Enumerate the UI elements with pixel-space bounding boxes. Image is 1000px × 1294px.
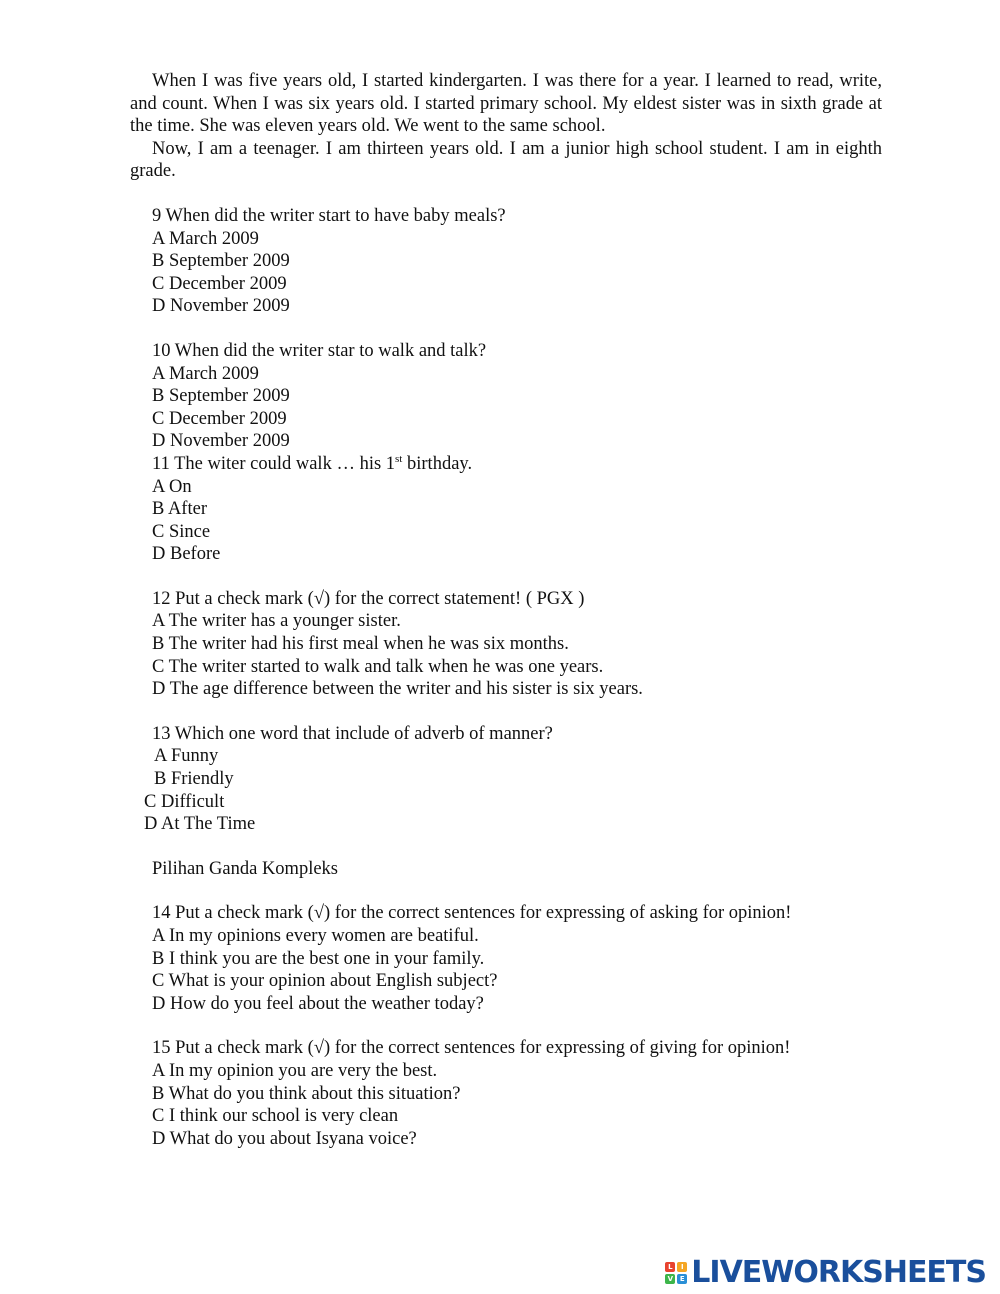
option-c[interactable]: C Difficult — [144, 791, 225, 812]
option-c[interactable]: C December 2009 — [152, 273, 287, 294]
option-a[interactable]: A On — [152, 476, 192, 497]
question-text: 12 Put a check mark (√) for the correct statement! ( PGX ) — [152, 588, 585, 609]
option-c[interactable]: C The writer started to walk and talk when he was one years. — [152, 656, 604, 677]
question-text: 15 Put a check mark (√) for the correct sentences for expressing of giving for opinion! — [152, 1038, 791, 1059]
option-b[interactable]: B September 2009 — [152, 386, 290, 407]
question-13 — [130, 723, 882, 836]
question-text: 9 When did the writer start to have baby meals? — [152, 205, 506, 226]
option-d[interactable]: D What do you about Isyana voice? — [152, 1128, 417, 1149]
option-b[interactable]: B The writer had his first meal when he was six months. — [152, 634, 569, 655]
section-heading — [130, 858, 882, 881]
option-a[interactable]: A The writer has a younger sister. — [152, 611, 401, 632]
worksheet-page — [130, 70, 882, 1150]
question-14 — [130, 902, 882, 1015]
question-text: 13 Which one word that include of adverb of manner? — [152, 723, 553, 744]
logo-mark-v: V — [665, 1274, 675, 1284]
logo-text: LIVEWORKSHEETS — [691, 1255, 986, 1290]
question-text: 10 When did the writer star to walk and talk? — [152, 340, 487, 361]
question-text-main: 11 The witer could walk … his 1 — [152, 453, 396, 474]
option-a[interactable]: A In my opinion you are very the best. — [152, 1060, 438, 1081]
question-10 — [130, 340, 882, 453]
option-b[interactable]: B After — [152, 499, 207, 520]
question-11 — [130, 453, 882, 566]
question-12 — [130, 588, 882, 701]
question-text: 14 Put a check mark (√) for the correct sentences for expressing of asking for opinion! — [152, 903, 792, 924]
option-a[interactable]: A Funny — [154, 746, 219, 767]
ordinal-suffix: st — [395, 452, 403, 465]
liveworksheets-logo[interactable] — [665, 1255, 986, 1290]
logo-mark-i: I — [677, 1262, 687, 1272]
option-d[interactable]: D November 2009 — [152, 431, 290, 452]
option-b[interactable]: B I think you are the best one in your family. — [152, 948, 485, 969]
option-a[interactable]: A March 2009 — [152, 228, 259, 249]
logo-mark-l: L — [665, 1262, 675, 1272]
option-b[interactable]: B September 2009 — [152, 251, 290, 272]
option-d[interactable]: D November 2009 — [152, 296, 290, 317]
option-a[interactable]: A In my opinions every women are beatiful. — [152, 926, 479, 946]
option-b[interactable]: B What do you think about this situation? — [152, 1083, 461, 1104]
logo-mark-e: E — [677, 1274, 687, 1284]
option-d[interactable]: D The age difference between the writer and his sister is six years. — [152, 679, 643, 700]
question-15 — [130, 1037, 882, 1150]
passage-paragraph-2: Now, I am a teenager. I am thirteen years old. I am a junior high school student. I am in eighth grade. — [130, 138, 882, 182]
option-a[interactable]: A March 2009 — [152, 363, 259, 384]
option-c[interactable]: C What is your opinion about English subject? — [152, 971, 498, 992]
section-title: Pilihan Ganda Kompleks — [152, 858, 339, 879]
option-c[interactable]: C Since — [152, 521, 211, 542]
question-text-end: birthday. — [402, 453, 473, 474]
question-9 — [130, 205, 882, 318]
option-d[interactable]: D How do you feel about the weather today? — [152, 993, 484, 1014]
option-d[interactable]: D Before — [152, 544, 221, 565]
option-c[interactable]: C I think our school is very clean — [152, 1106, 399, 1127]
logo-mark-icon — [665, 1262, 687, 1284]
option-d[interactable]: D At The Time — [144, 814, 256, 835]
option-b[interactable]: B Friendly — [154, 769, 234, 790]
passage-paragraph-1: When I was five years old, I started kindergarten. I was there for a year. I learned to read, write, and count. When I was six years old. I started primary school. My eldest sister was in sixth grade at the time. She was eleven years old. We went to the same school. — [130, 71, 882, 137]
option-c[interactable]: C December 2009 — [152, 408, 287, 429]
question-text — [130, 453, 882, 476]
